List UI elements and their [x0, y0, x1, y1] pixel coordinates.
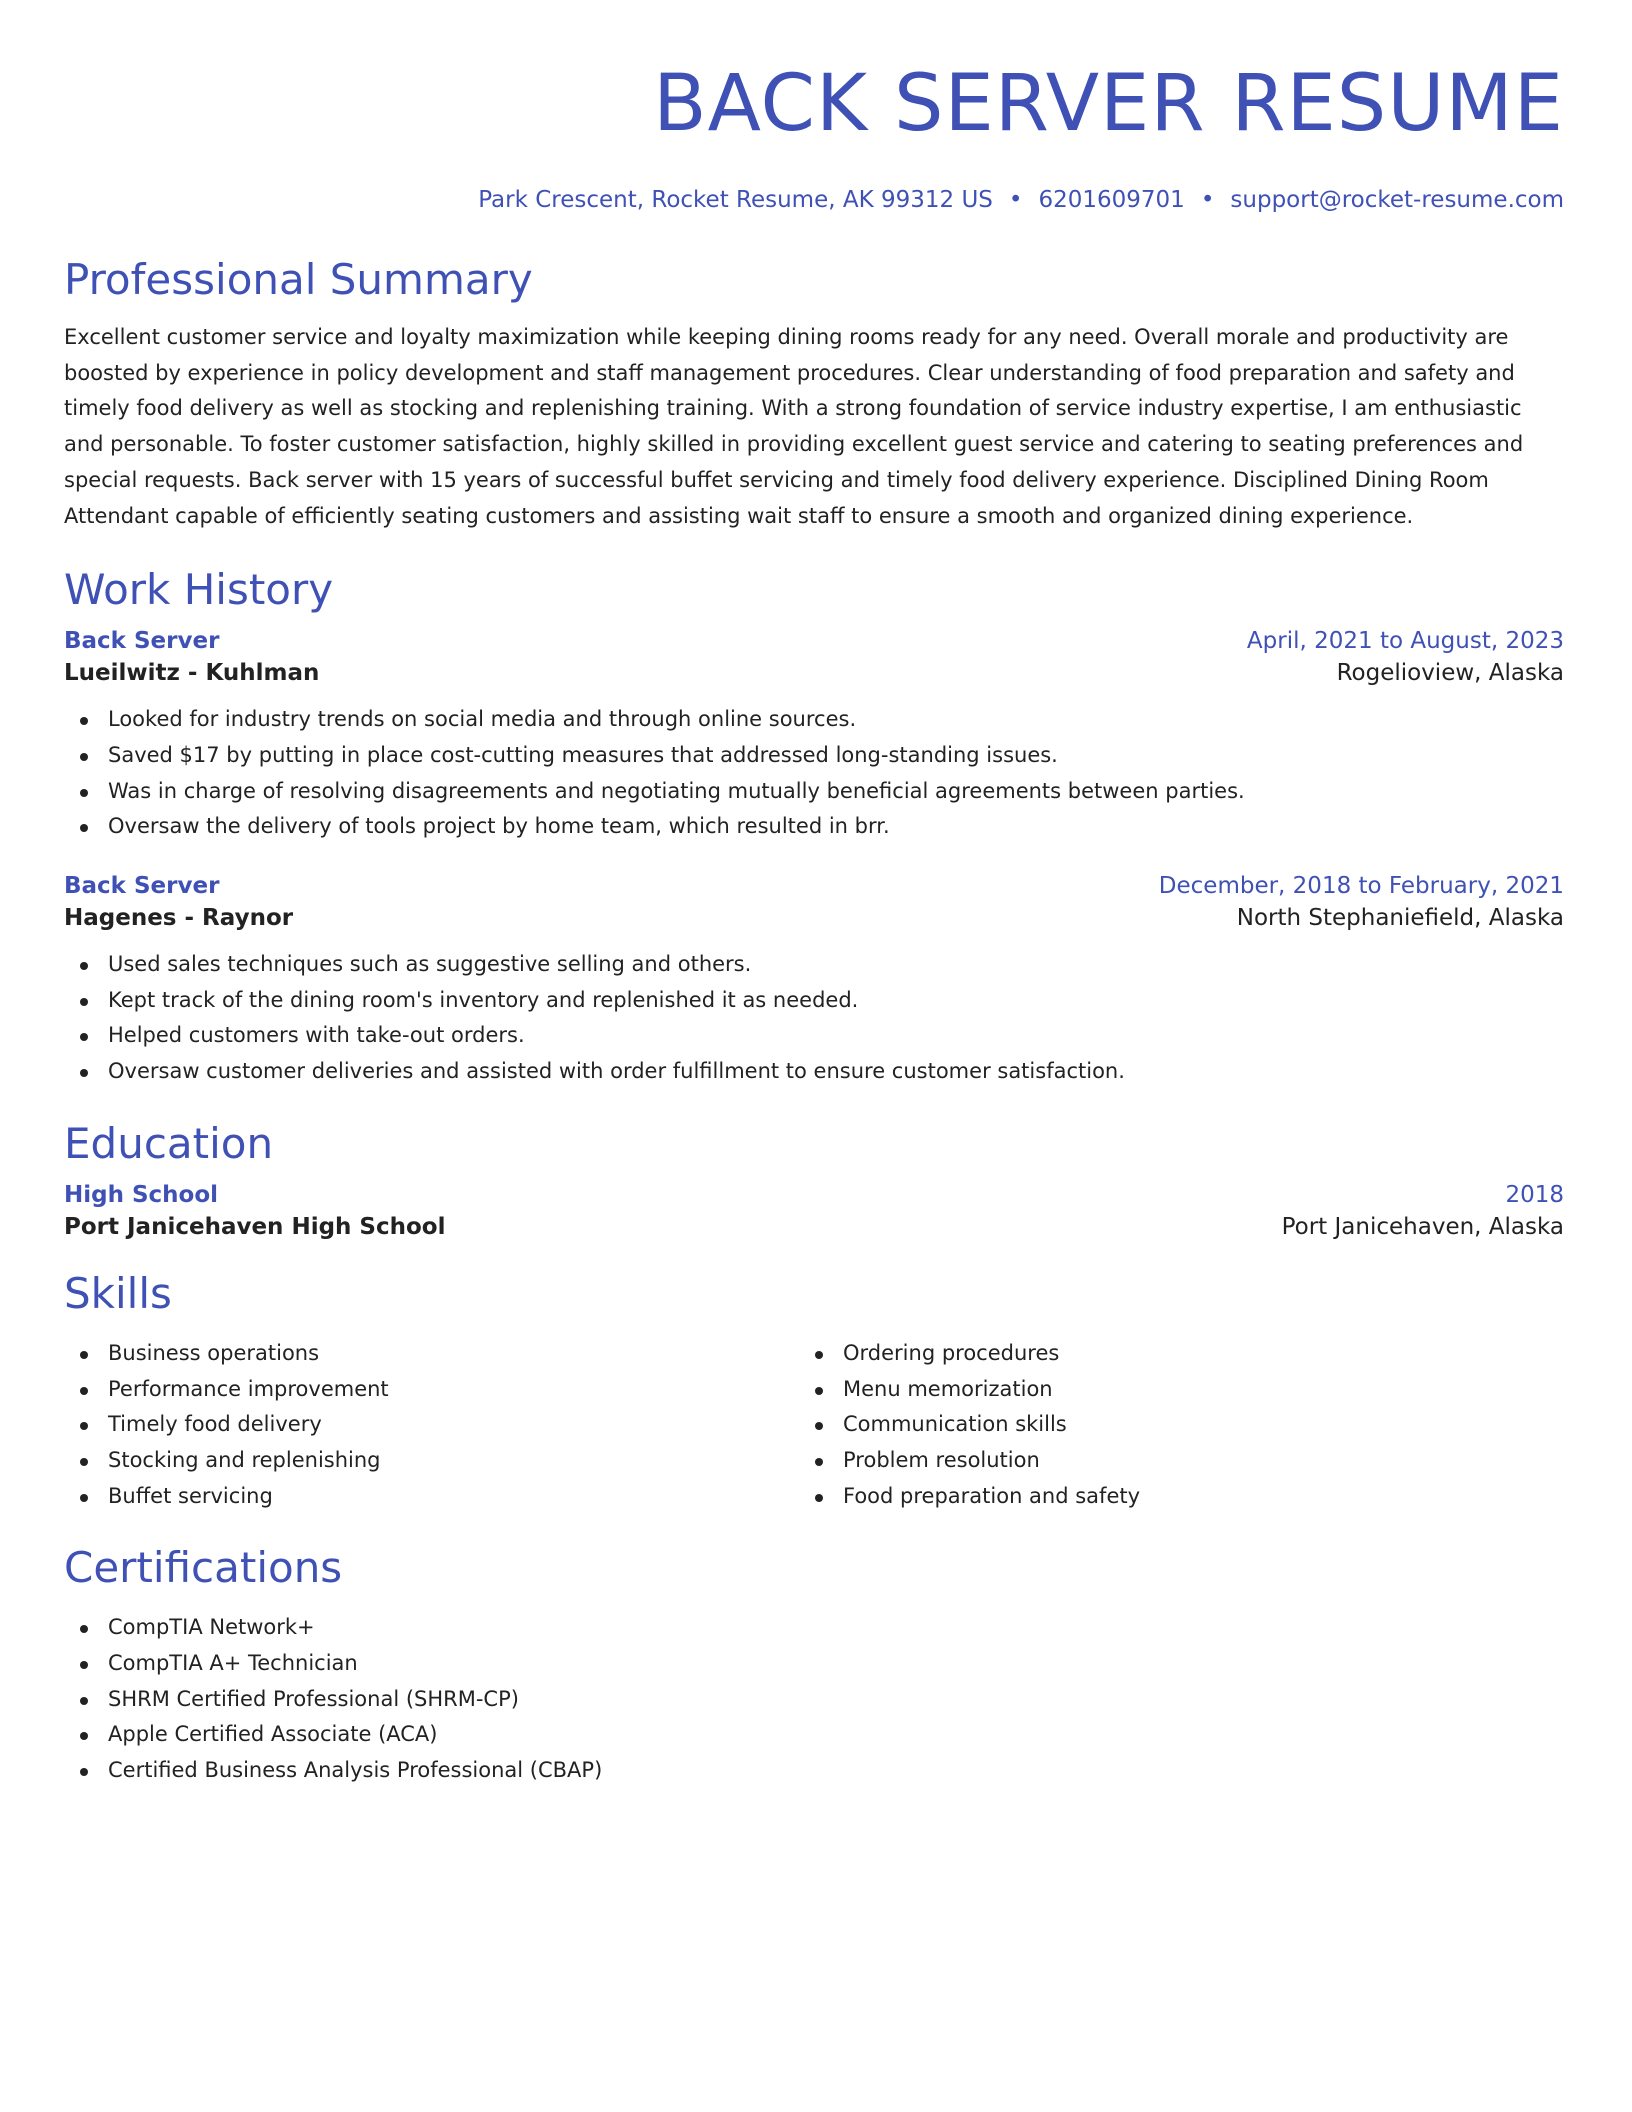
job-header-row — [64, 628, 1564, 654]
list-item: Apple Certified Associate (ACA) — [64, 1717, 1564, 1753]
work-history-heading: Work History — [64, 565, 334, 615]
certifications-list — [64, 1610, 1564, 1789]
job-company-row — [64, 660, 1564, 686]
job-company-row — [64, 905, 1564, 931]
email-link[interactable]: support@rocket-resume.com — [1230, 187, 1564, 213]
list-item: CompTIA A+ Technician — [64, 1646, 1564, 1682]
list-item: Timely food delivery — [64, 1407, 799, 1443]
summary-heading: Professional Summary — [64, 255, 533, 304]
list-item: Kept track of the dining room's inventory and replenished it as needed. — [64, 983, 1564, 1019]
job-dates: December, 2018 to February, 2021 — [1158, 873, 1564, 900]
graduation-year: 2018 — [1505, 1181, 1564, 1208]
contact-line — [64, 184, 1564, 216]
job-location: North Stephaniefield, Alaska — [1236, 905, 1564, 932]
company-name: Hagenes - Raynor — [64, 905, 294, 932]
company-name: Lueilwitz - Kuhlman — [64, 660, 320, 687]
list-item: Helped customers with take-out orders. — [64, 1018, 1564, 1054]
list-item: Menu memorization — [799, 1372, 1534, 1408]
separator-dot: • — [1008, 187, 1023, 213]
address: Park Crescent, Rocket Resume, AK 99312 US — [478, 187, 993, 213]
job-duties-list — [64, 702, 1564, 845]
school-name: Port Janicehaven High School — [64, 1213, 446, 1240]
job-duties-list — [64, 947, 1564, 1090]
list-item: Ordering procedures — [799, 1336, 1534, 1372]
skills-grid — [64, 1320, 1564, 1515]
list-item: Oversaw customer deliveries and assisted with order fulfillment to ensure customer satisfaction. — [64, 1054, 1564, 1090]
education-school-row — [64, 1214, 1564, 1240]
list-item: SHRM Certified Professional (SHRM-CP) — [64, 1682, 1564, 1718]
list-item: Communication skills — [799, 1407, 1534, 1443]
skills-list-right — [799, 1336, 1534, 1515]
job-dates: April, 2021 to August, 2023 — [1246, 628, 1564, 655]
list-item: Certified Business Analysis Professional (CBAP) — [64, 1753, 1564, 1789]
school-location: Port Janicehaven, Alaska — [1281, 1213, 1564, 1240]
skills-heading: Skills — [64, 1268, 172, 1318]
list-item: Performance improvement — [64, 1372, 799, 1408]
degree: High School — [64, 1181, 219, 1208]
education-entry — [64, 1182, 1564, 1240]
skills-list-left — [64, 1336, 799, 1515]
job-header-row — [64, 873, 1564, 899]
resume-page — [64, 0, 1564, 1789]
list-item: Used sales techniques such as suggestive selling and others. — [64, 947, 1564, 983]
job-title: Back Server — [64, 873, 220, 900]
job-entry — [64, 873, 1564, 1090]
job-entry — [64, 628, 1564, 845]
list-item: Business operations — [64, 1336, 799, 1372]
education-heading: Education — [64, 1118, 274, 1168]
list-item: Oversaw the delivery of tools project by home team, which resulted in brr. — [64, 809, 1564, 845]
list-item: Food preparation and safety — [799, 1479, 1534, 1515]
list-item: Buffet servicing — [64, 1479, 799, 1515]
list-item: Looked for industry trends on social media and through online sources. — [64, 702, 1564, 738]
job-title: Back Server — [64, 628, 220, 655]
phone: 6201609701 — [1038, 187, 1185, 213]
list-item: CompTIA Network+ — [64, 1610, 1564, 1646]
separator-dot: • — [1200, 187, 1215, 213]
resume-title: BACK SERVER RESUME — [653, 59, 1564, 149]
job-location: Rogelioview, Alaska — [1336, 660, 1564, 687]
list-item: Stocking and replenishing — [64, 1443, 799, 1479]
list-item: Problem resolution — [799, 1443, 1534, 1479]
education-header-row — [64, 1182, 1564, 1208]
summary-text: Excellent customer service and loyalty maximization while keeping dining rooms ready for any need. Overall morale and productivity are boosted by experience in policy development and staff management procedures. Clear understanding of food preparation and safety and timely food delivery as well as stocking and replenishing training. With a strong foundation of service industry expertise, I am enthusiastic and personable. To foster customer satisfaction, highly skilled in providing excellent guest service and catering to seating preferences and special requests. Back server with 15 years of successful buffet servicing and timely food delivery experience. Disciplined Dining Room Attendant capable of efficiently seating customers and assisting wait staff to ensure a smooth and organized dining experience. — [64, 325, 1524, 528]
list-item: Saved $17 by putting in place cost-cutting measures that addressed long-standing issues. — [64, 738, 1564, 774]
certifications-heading: Certifications — [64, 1543, 343, 1593]
list-item: Was in charge of resolving disagreements and negotiating mutually beneficial agreements between parties. — [64, 774, 1564, 810]
